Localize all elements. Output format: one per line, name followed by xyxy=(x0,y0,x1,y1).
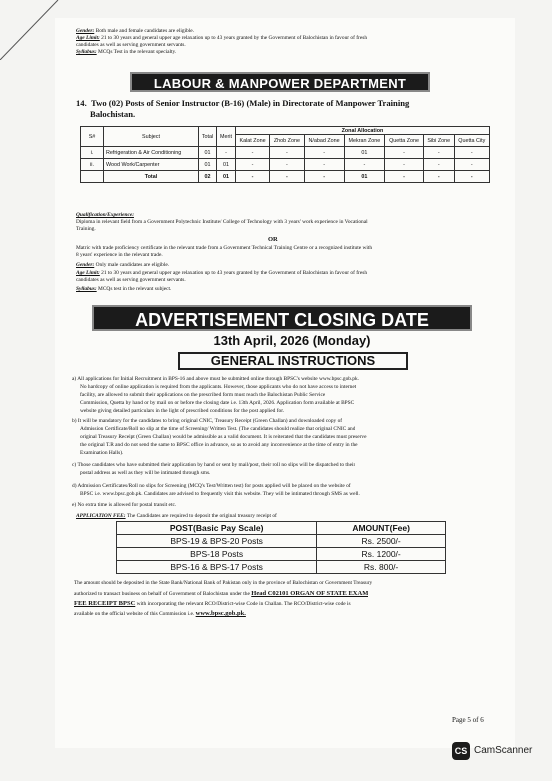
syllabus-note-2 xyxy=(76,286,171,293)
post-number: 14. xyxy=(76,98,87,108)
post-title: Two (02) Posts of Senior Instructor (B-16) (Male) in Directorate of Manpower Training xyxy=(91,98,410,108)
cell: - xyxy=(385,159,424,171)
instruction-line: Examination Halls). xyxy=(80,450,124,456)
table-row xyxy=(81,159,490,171)
cell xyxy=(81,171,104,183)
cell: ii. xyxy=(81,159,104,171)
deposit-line xyxy=(74,590,368,598)
cell: - xyxy=(235,147,269,159)
post-heading xyxy=(76,98,496,120)
table-row xyxy=(117,548,446,561)
instruction-line: Commission, Quetta by hand or by mail on or before the closing date i.e. 13th April, 2026. Application form available at BPSC xyxy=(80,400,355,406)
col-nabad: N/abad Zone xyxy=(304,135,344,147)
gender-text: Both male and female candidates are eligible. xyxy=(95,28,194,34)
syllabus-label: Syllabus: xyxy=(76,286,97,292)
head-code: Head C02101 ORGAN OF STATE EXAM xyxy=(251,590,369,597)
cell: - xyxy=(304,147,344,159)
instruction-line: No hardcopy of online application is required from the applicants. However, those applicants who do not have access to internet xyxy=(80,384,357,390)
gender-note xyxy=(76,28,194,35)
fee-label: APPLICATION FEE: xyxy=(76,513,126,519)
col-subject: Subject xyxy=(104,127,199,147)
age-text-continued: candidates as well as serving government servants. xyxy=(76,42,186,48)
camscanner-label: CamScanner xyxy=(474,745,533,756)
cell: 01 xyxy=(199,147,217,159)
cell: - xyxy=(423,147,454,159)
cell: 01 xyxy=(217,159,236,171)
deposit-line xyxy=(74,610,246,618)
table-row-total xyxy=(81,171,490,183)
cell: 01 xyxy=(217,171,236,183)
deposit-text: authorized to transact business on behalf of Government of Balochistan under the xyxy=(74,591,250,597)
fee-receipt-label: FEE RECEIPT BPSC xyxy=(74,600,136,607)
instruction-line: b) It will be mandatory for the candidates to bring original CNIC, Treasury Receipt (Green Challan) and downloaded copy of xyxy=(72,418,343,424)
deposit-line: The amount should be deposited in the State Bank/National Bank of Pakistan only in the province of Balochistan or Government Treasury xyxy=(74,580,373,586)
website-link[interactable]: www.bpsc.gob.pk. xyxy=(195,610,246,617)
page-number: Page 5 of 6 xyxy=(452,716,484,724)
closing-date-banner: ADVERTISEMENT CLOSING DATE xyxy=(92,305,472,331)
zonal-allocation-header: Zonal Allocation xyxy=(235,127,489,135)
cell: Wood Work/Carpenter xyxy=(104,159,199,171)
col-mekran: Mekran Zone xyxy=(344,135,385,147)
col-sno: S# xyxy=(81,127,104,147)
deposit-line xyxy=(74,600,351,608)
general-instructions-heading: GENERAL INSTRUCTIONS xyxy=(178,352,408,370)
age-text: 21 to 30 years and general upper age relaxation up to 43 years granted by the Government of Balochistan in favour of fresh xyxy=(101,35,368,41)
cell: - xyxy=(423,159,454,171)
deposit-text: with incorporating the relevant RCO/District-wise Code in Challan. The RCO/District-wise code is xyxy=(136,601,351,607)
cell: Refrigeration & Air Conditioning xyxy=(104,147,199,159)
cell: i. xyxy=(81,147,104,159)
cell: BPS-19 & BPS-20 Posts xyxy=(117,535,317,548)
cell: 02 xyxy=(199,171,217,183)
instruction-line: BPSC i.e. www.bpsc.gob.pk. Candidates are advised to frequently visit this website. They will be intimated through SMS as well. xyxy=(80,491,360,497)
gender-label: Gender: xyxy=(76,262,95,268)
instruction-line: Admission Certificate/Roll no slip at the time of Screening/ Written Test. (The candidates should realize that original CNIC and xyxy=(80,426,356,432)
cell: Rs. 1200/- xyxy=(317,548,446,561)
instruction-line: postal address as well as they will be intimated through sms. xyxy=(80,470,211,476)
cell: 01 xyxy=(344,171,385,183)
gender-note-2 xyxy=(76,262,169,269)
col-quetta-zone: Quetta Zone xyxy=(385,135,424,147)
gender-label: Gender: xyxy=(76,28,95,34)
instruction-line: original Treasury Receipt (Green Challan) would be admissible as a valid document. It is reiterated that the candidates must preserve xyxy=(80,434,367,440)
col-quetta-city: Quetta City xyxy=(454,135,489,147)
cell: - xyxy=(235,159,269,171)
age-text: 21 to 30 years and general upper age relaxation up to 43 years granted by the Government of Balochistan in favour of fresh xyxy=(101,270,368,276)
cell: - xyxy=(454,147,489,159)
camscanner-icon: CS xyxy=(452,742,470,760)
cell: - xyxy=(304,171,344,183)
col-post: POST(Basic Pay Scale) xyxy=(117,522,317,535)
cell: BPS-18 Posts xyxy=(117,548,317,561)
closing-date: 13th April, 2026 (Monday) xyxy=(213,333,371,348)
qualification-line: 8 years' experience in the relevant trade. xyxy=(76,252,163,258)
department-banner: LABOUR & MANPOWER DEPARTMENT xyxy=(130,72,430,92)
table-row xyxy=(81,147,490,159)
col-merit: Merit xyxy=(217,127,236,147)
table-row xyxy=(117,561,446,574)
qualification-line: Training. xyxy=(76,226,96,232)
cell: - xyxy=(304,159,344,171)
cell: Total xyxy=(104,171,199,183)
cell: Rs. 800/- xyxy=(317,561,446,574)
cell: BPS-16 & BPS-17 Posts xyxy=(117,561,317,574)
page-fold-corner xyxy=(0,0,60,60)
syllabus-label: Syllabus: xyxy=(76,49,97,55)
zonal-allocation-table xyxy=(80,126,490,183)
instruction-line: c) Those candidates who have submitted their application by hand or sent by mail/post, their roll no slips will be dispatched to their xyxy=(72,462,356,468)
cell: - xyxy=(454,159,489,171)
age-label: Age Limit: xyxy=(76,270,100,276)
instruction-line: a) All applications for Initial Recruitment in BPS-16 and above must be submitted online through BPSC's website www.bpsc.gob.pk. xyxy=(72,376,360,382)
post-title-continued: Balochistan. xyxy=(90,109,136,119)
age-label: Age Limit: xyxy=(76,35,100,41)
instruction-line: d) Admission Certificates/Roll no slips for Screening (MCQ's Test/Written test) for posts applied will be placed on the website of xyxy=(72,483,351,489)
col-sibi: Sibi Zone xyxy=(423,135,454,147)
or-separator: OR xyxy=(268,236,278,243)
col-total: Total xyxy=(199,127,217,147)
cell: 01 xyxy=(344,147,385,159)
cell: - xyxy=(270,171,304,183)
cell: - xyxy=(235,171,269,183)
table-row xyxy=(117,535,446,548)
instruction-line: website giving detailed particulars in the light of prescribed conditions for the post applied for. xyxy=(80,408,285,414)
cell: - xyxy=(454,171,489,183)
deposit-text: available on the official website of this Commission i.e. xyxy=(74,611,195,617)
gender-text: Only male candidates are eligible. xyxy=(95,262,170,268)
qualification-line: Matric with trade proficiency certificate in the relevant trade from a Government Technical Training Centre or a recognized institute with xyxy=(76,245,373,251)
syllabus-note xyxy=(76,49,176,56)
cell: Rs. 2500/- xyxy=(317,535,446,548)
cell: - xyxy=(270,147,304,159)
age-note xyxy=(76,35,367,42)
col-amount: AMOUNT(Fee) xyxy=(317,522,446,535)
syllabus-text: MCQs Test in the relevant specialty. xyxy=(98,49,177,55)
syllabus-text: MCQs test in the relevant subject. xyxy=(98,286,172,292)
col-kalat: Kalat Zone xyxy=(235,135,269,147)
col-zhob: Zhob Zone xyxy=(270,135,304,147)
cell: - xyxy=(385,147,424,159)
qualification-label: Qualification/Experience: xyxy=(76,212,135,218)
instruction-line: the original T.R and do not send the same to BPSC office in advance, so as to avoid any inconvenience at the time of entry in the xyxy=(80,442,358,448)
age-note-2 xyxy=(76,270,367,277)
fee-intro xyxy=(76,513,277,520)
cell: - xyxy=(423,171,454,183)
cell: - xyxy=(270,159,304,171)
cell: - xyxy=(385,171,424,183)
fee-intro-text: The Candidates are required to deposit the original treasury receipt of xyxy=(126,513,277,519)
cell: - xyxy=(344,159,385,171)
age-text-continued: candidates as well as serving government servants. xyxy=(76,277,186,283)
instruction-line: e) No extra time is allowed for postal transit etc. xyxy=(72,502,177,508)
cell: 01 xyxy=(199,159,217,171)
qualification-line: Diploma in relevant field from a Government Polytechnic Institute/ College of Technology with 3 years' work experience in Vocational xyxy=(76,219,368,225)
instruction-line: facility, are allowed to submit their applications on the prescribed form must reach the Balochistan Public Service xyxy=(80,392,326,398)
cell: - xyxy=(217,147,236,159)
fee-table xyxy=(116,521,446,574)
